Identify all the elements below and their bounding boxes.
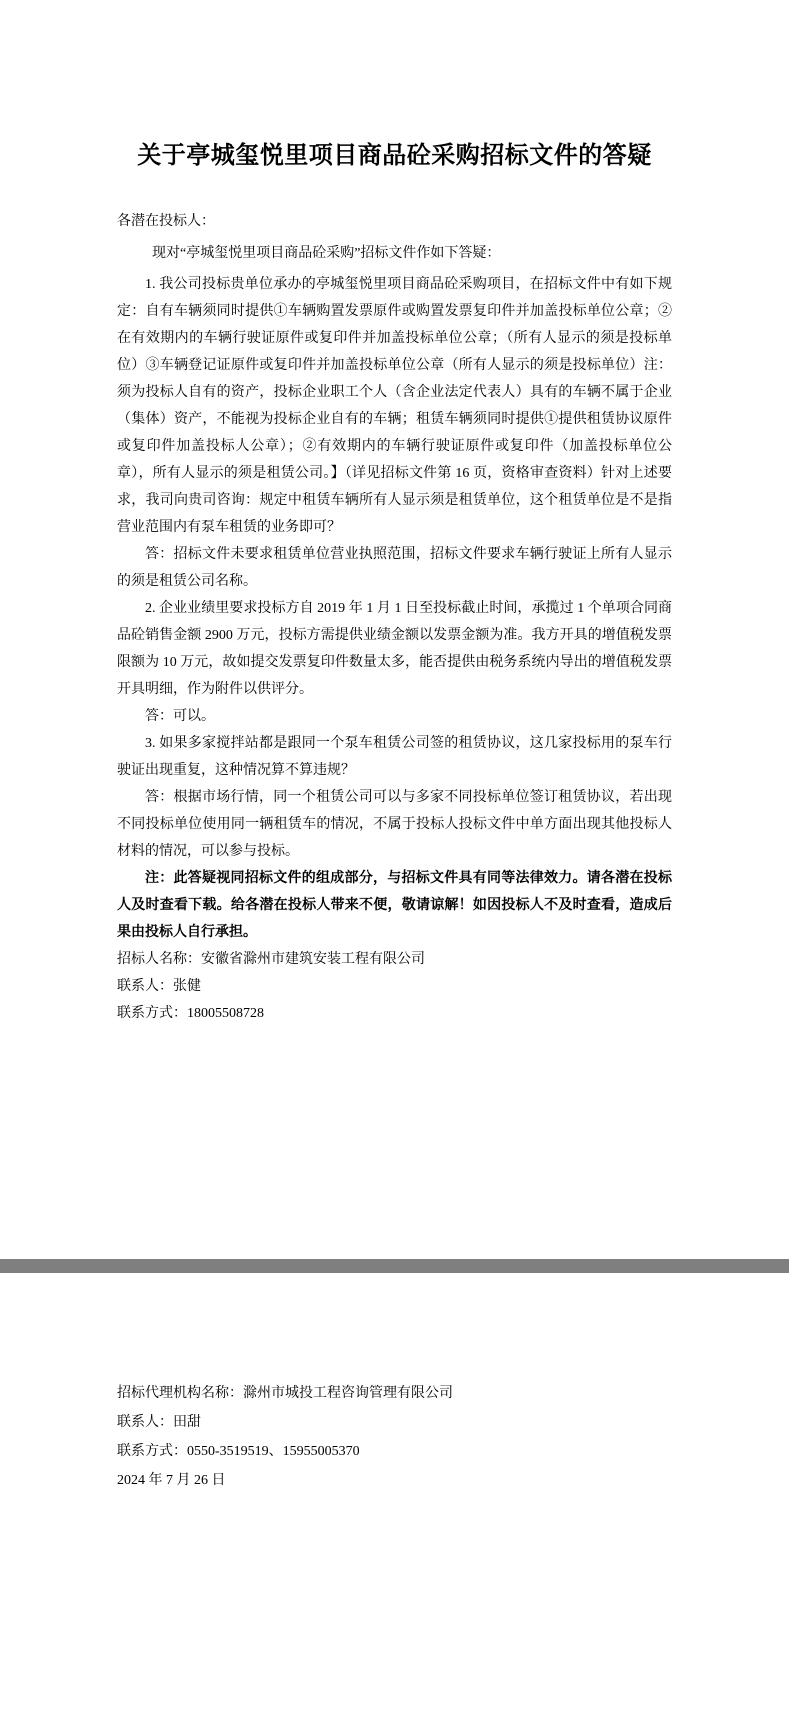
page-separator (0, 1259, 789, 1273)
question-2-paragraph: 2. 企业业绩里要求投标方自 2019 年 1 月 1 日至投标截止时间，承揽过 1 个单项合同商品砼销售金额 2900 万元，投标方需提供业绩金额以发票金额为准。我方开具的增值税发票限额为 10 万元，故如提交发票复印件数量太多，能否提供由税务系统内导出的增值税发票开具明细，作为附件以供评分。 (117, 601, 672, 697)
salutation-line: 各潜在投标人： (117, 214, 215, 229)
page-title: 关于亭城玺悦里项目商品砼采购招标文件的答疑 (137, 143, 652, 169)
document-page-2 (0, 1273, 789, 1715)
document-page-1 (0, 140, 789, 1259)
answer-3-paragraph: 答：根据市场行情，同一个租赁公司可以与多家不同投标单位签订租赁协议，若出现不同投标单位使用同一辆租赁车的情况，不属于投标人投标文件中单方面出现其他投标人材料的情况，可以参与投标。 (117, 790, 672, 859)
tenderer-phone-line: 联系方式：18005508728 (117, 1006, 264, 1021)
question-3-paragraph: 3. 如果多家搅拌站都是跟同一个泵车租赁公司签的租赁协议，这几家投标用的泵车行驶证出现重复，这种情况算不算违规？ (117, 736, 672, 778)
agency-name-line: 招标代理机构名称：滁州市城投工程咨询管理有限公司 (117, 1386, 453, 1401)
answer-1-paragraph: 答：招标文件未要求租赁单位营业执照范围，招标文件要求车辆行驶证上所有人显示的须是租赁公司名称。 (117, 547, 672, 589)
date-line: 2024 年 7 月 26 日 (117, 1473, 226, 1488)
tenderer-contact-line: 联系人：张健 (117, 979, 201, 994)
question-1-paragraph: 1. 我公司投标贵单位承办的亭城玺悦里项目商品砼采购项目，在招标文件中有如下规定：自有车辆须同时提供①车辆购置发票原件或购置发票复印件并加盖投标单位公章；②在有效期内的车辆行驶证原件或复印件并加盖投标单位公章；（所有人显示的须是投标单位）③车辆登记证原件或复印件并加盖投标单位公章（所有人显示的须是投标单位）注：须为投标人自有的资产，投标企业职工个人（含企业法定代表人）具有的车辆不属于企业（集体）资产，不能视为投标企业自有的车辆；租赁车辆须同时提供①提供租赁协议原件或复印件加盖投标人公章）；②有效期内的车辆行驶证原件或复印件（加盖投标单位公章），所有人显示的须是租赁公司。】（详见招标文件第 16 页，资格审查资料）针对上述要求，我司向贵司咨询：规定中租赁车辆所有人显示须是租赁单位，这个租赁单位是不是指营业范围内有泵车租赁的业务即可？ (117, 277, 672, 535)
agency-phone-line: 联系方式：0550-3519519、15955005370 (117, 1444, 360, 1459)
legal-note-paragraph: 注：此答疑视同招标文件的组成部分，与招标文件具有同等法律效力。请各潜在投标人及时查看下载。给各潜在投标人带来不便，敬请谅解！如因投标人不及时查看，造成后果由投标人自行承担。 (117, 871, 672, 940)
intro-line: 现对“亭城玺悦里项目商品砼采购”招标文件作如下答疑： (152, 246, 501, 261)
tenderer-name-line: 招标人名称：安徽省滁州市建筑安装工程有限公司 (117, 952, 425, 967)
agency-contact-line: 联系人：田甜 (117, 1415, 201, 1430)
answer-2-paragraph: 答：可以。 (145, 709, 215, 724)
